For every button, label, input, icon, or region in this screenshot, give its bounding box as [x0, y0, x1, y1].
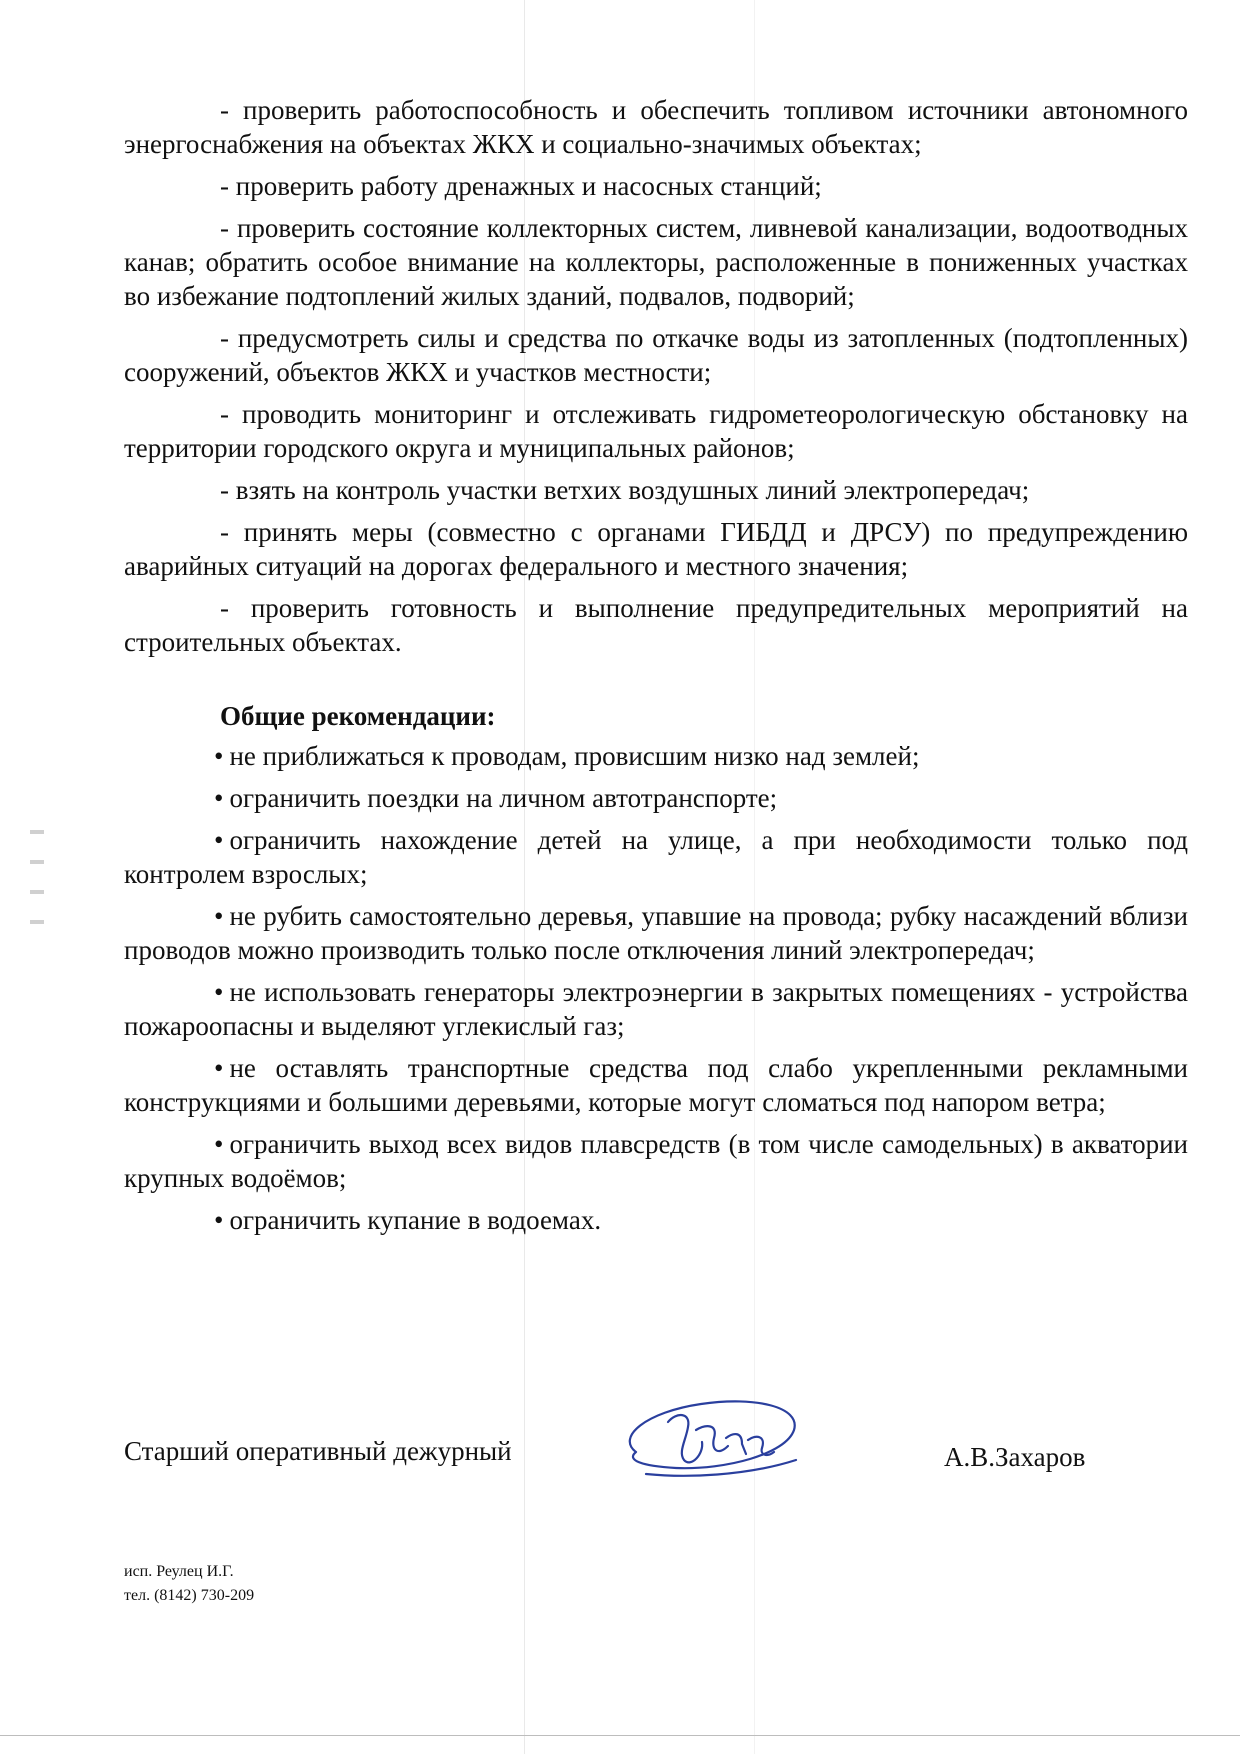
- signatory-title: Старший оперативный дежурный: [124, 1436, 512, 1466]
- list-item: [124, 823, 1188, 891]
- list-item-text: ограничить поездки на личном автотранспорте;: [229, 783, 778, 813]
- list-item: [124, 1127, 1188, 1195]
- scan-edge: [0, 1735, 1240, 1736]
- bullet-icon: •: [214, 1129, 224, 1159]
- paragraph: - проводить мониторинг и отслеживать гидрометеорологическую обстановку на территории городского округа и муниципальных районов;: [124, 399, 1188, 463]
- list-item: [124, 1051, 1188, 1119]
- bullet-icon: •: [214, 901, 224, 931]
- list-item: [124, 975, 1188, 1043]
- list-item-text: ограничить купание в водоемах.: [229, 1205, 602, 1235]
- paragraph: - предусмотреть силы и средства по откачке воды из затопленных (подтопленных) сооружений, объектов ЖКХ и участков местности;: [124, 323, 1188, 387]
- paragraph: - проверить готовность и выполнение предупредительных мероприятий на строительных объектах.: [124, 593, 1188, 657]
- bullet-icon: •: [214, 783, 224, 813]
- margin-scan-marks: [30, 830, 44, 950]
- paragraph: - проверить работу дренажных и насосных станций;: [220, 171, 822, 201]
- paragraph: - проверить работоспособность и обеспечить топливом источники автономного энергоснабжения на объектах ЖКХ и социально-значимых объектах;: [124, 95, 1188, 159]
- bullet-icon: •: [214, 1053, 224, 1083]
- recommendations-heading: Общие рекомендации:: [220, 701, 496, 731]
- executor-phone: тел. (8142) 730-209: [124, 1587, 255, 1604]
- document-body: [124, 93, 1188, 1245]
- list-item-text: не использовать генераторы электроэнергии в закрытых помещениях - устройства пожароопасны и выделяют углекислый газ;: [124, 977, 1188, 1041]
- list-item: [124, 739, 1188, 773]
- bullet-icon: •: [214, 741, 224, 771]
- handwritten-signature: [606, 1382, 816, 1492]
- list-item: [124, 781, 1188, 815]
- bullet-icon: •: [214, 825, 224, 855]
- paragraph: - принять меры (совместно с органами ГИБДД и ДРСУ) по предупреждению аварийных ситуаций на дорогах федерального и местного значения;: [124, 517, 1188, 581]
- list-item-text: не приближаться к проводам, провисшим низко над землей;: [229, 741, 920, 771]
- list-item: [124, 1203, 1188, 1237]
- list-item-text: не рубить самостоятельно деревья, упавшие на провода; рубку насаждений вблизи проводов можно производить только после отключения линий электропередач;: [124, 901, 1188, 965]
- paragraph: - проверить состояние коллекторных систем, ливневой канализации, водоотводных канав; обратить особое внимание на коллекторы, расположенные в пониженных участках во избежание подтоплений жилых зданий, подвалов, подворий;: [124, 213, 1188, 311]
- executor-name: исп. Реулец И.Г.: [124, 1563, 234, 1580]
- list-item: [124, 899, 1188, 967]
- paragraph: - взять на контроль участки ветхих воздушных линий электропередач;: [220, 475, 1030, 505]
- list-item-text: не оставлять транспортные средства под слабо укрепленными рекламными конструкциями и большими деревьями, которые могут сломаться под напором ветра;: [124, 1053, 1188, 1117]
- list-item-text: ограничить нахождение детей на улице, а при необходимости только под контролем взрослых;: [124, 825, 1188, 889]
- bullet-icon: •: [214, 977, 224, 1007]
- signatory-name: А.В.Захаров: [944, 1442, 1086, 1472]
- executor-info: [124, 1560, 254, 1608]
- list-item-text: ограничить выход всех видов плавсредств (в том числе самодельных) в акватории крупных водоёмов;: [124, 1129, 1188, 1193]
- bullet-icon: •: [214, 1205, 224, 1235]
- signature-block: [124, 1424, 1188, 1484]
